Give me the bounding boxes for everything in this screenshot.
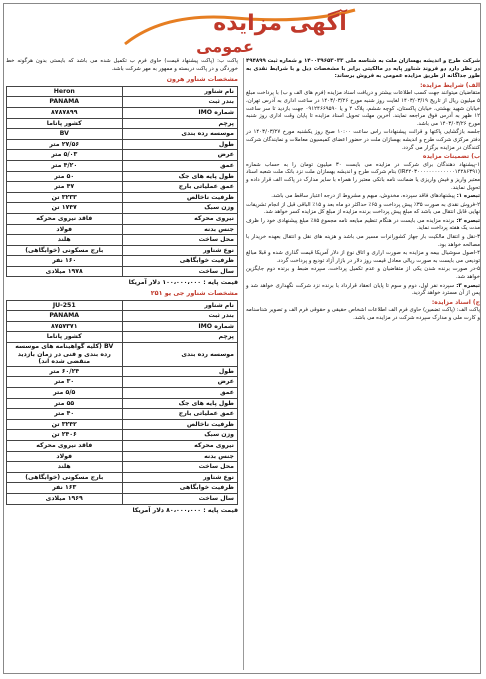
note-2 bbox=[246, 218, 480, 233]
paragraph-2: جلسه بازگشایی پاکتها و قرائت پیشنهادات راس ساعت ۱۰:۰۰ صبح روز یکشنبه مورخ ۱۴۰۳/۰۳/۲۷ در دفتر مرکزی شرکت طرح و اندیشه بهسازان ملت در حضور اعضای کمیسیون معاملات و نمایندگان شرکت کنندگان در مزایده برگزار می گردد. bbox=[246, 129, 481, 151]
paragraph-9: پاکت ب: (پاکت پیشنهاد قیمت) حاوی فرم ب تکمیل شده می باشد که بایستی بدون هرگونه خط خوردگی و در پاکت دربسته و ممهور به مهر شرکت باشد. bbox=[6, 58, 238, 72]
table-row bbox=[7, 256, 238, 267]
spec-value: ۸۷۸۷۸۹۹ bbox=[7, 107, 123, 118]
note-1 bbox=[246, 193, 480, 201]
spec-label: نوع شناور bbox=[122, 245, 238, 256]
spec-label: وزن سبک bbox=[122, 430, 238, 441]
spec-label: محل ساخت bbox=[122, 235, 238, 246]
table-row bbox=[7, 107, 238, 118]
spec-value: ۱۹۶۹ میلادی bbox=[7, 493, 123, 504]
spec-value: بارج مسکونی (خوابگاهی) bbox=[7, 472, 123, 483]
paragraph-4: ۲-فروش نقدی به صورت ۳۵٪ پیش پرداخت و ۶۵٪ حداکثر دو ماه بعد و ۱۵٪ الباقی قبل از انجام تشریفات نهایی قابل انتقال می باشد که مبلغ پیش پرداخت برنده مزایده از مبلغ کل مزایده کسر خواهد شد. bbox=[246, 201, 480, 216]
spec-value: ۸۷۵۷۳۷۱ bbox=[7, 321, 123, 332]
spec-value: فاقد نیروی محرکه bbox=[7, 440, 123, 451]
spec-label: عرض bbox=[122, 150, 238, 161]
paragraph-3: ۱-پیشنهاد دهندگان برای شرکت در مزایده می بایست ۳۰ میلیون تومان را به حساب شماره (IR۴۲۰۳۰۰۰۰۰۰۰۰۰۰۰۰۰۱۴۲۸۶۳۹۱) بنام شرکت طرح و اندیشه بهسازان ملت نزد بانک ملت شعبه اسناد معتبر واریز و فیش واریزی یا ضمانت نامه بانکی معتبر را همراه با سایر مدارک در پاکت الف قرار داده و تحویل نمایند. bbox=[246, 161, 481, 191]
spec-value: Heron bbox=[7, 86, 123, 97]
table-row bbox=[7, 245, 238, 256]
spec-value: BV bbox=[7, 129, 123, 140]
vessel-2-table bbox=[6, 300, 238, 505]
table-row bbox=[7, 343, 238, 367]
table-row bbox=[7, 266, 238, 277]
note-2-label: تبصره ۲: bbox=[456, 217, 480, 224]
spec-label: ظرفیت ناخالص bbox=[122, 419, 238, 430]
table-row bbox=[7, 182, 238, 193]
spec-label: نام شناور bbox=[122, 300, 238, 311]
spec-label: ظرفیت ناخالص bbox=[122, 192, 238, 203]
table-row bbox=[7, 300, 238, 311]
spec-value: ۶۰/۲۴ متر bbox=[7, 366, 123, 377]
spec-label: طول پایه های جک bbox=[122, 398, 238, 409]
spec-value: ۴۰ متر bbox=[7, 409, 123, 420]
table-row bbox=[7, 377, 238, 388]
table-row bbox=[7, 192, 238, 203]
spec-label: نیروی محرکه bbox=[122, 213, 238, 224]
spec-value: ۱۶۰ نفر bbox=[7, 256, 123, 267]
conditions-column bbox=[246, 58, 480, 324]
section-c-heading: ج) اسناد مزایده: bbox=[431, 298, 480, 306]
spec-label: ظرفیت خوابگاهی bbox=[122, 483, 238, 494]
spec-label: شماره IMO bbox=[122, 321, 238, 332]
spec-label: سال ساخت bbox=[122, 266, 238, 277]
spec-label: نوع شناور bbox=[122, 472, 238, 483]
table-row bbox=[7, 332, 238, 343]
column-divider bbox=[243, 58, 244, 670]
spec-value: BV (کلیه گواهینامه های موسسه رده بندی و فنی در زمان بازدید منقضی شده اند) bbox=[7, 343, 123, 367]
spec-value: ۲۴۰۶ تن bbox=[7, 430, 123, 441]
spec-label: شماره IMO bbox=[122, 107, 238, 118]
spec-value: ۵۰ متر bbox=[7, 171, 123, 182]
vessels-column bbox=[6, 58, 238, 517]
table-row bbox=[7, 171, 238, 182]
table-row bbox=[7, 409, 238, 420]
table-row bbox=[7, 129, 238, 140]
spec-label: سال ساخت bbox=[122, 493, 238, 504]
spec-value: ۱۷۴۷ تن bbox=[7, 203, 123, 214]
spec-label: موسسه رده بندی bbox=[122, 129, 238, 140]
spec-label: طول bbox=[122, 366, 238, 377]
table-row bbox=[7, 366, 238, 377]
announcement-banner bbox=[105, 4, 375, 56]
spec-value: JU-251 bbox=[7, 300, 123, 311]
spec-label: پرچم bbox=[122, 118, 238, 129]
paragraph-6: ۴-اصول سوشیال بیمه و مزایده به صورت اراری و اتاق نوع از دلار آمریکا قیمت گذاری شده و قبلا مبالغ تودیعی می بایست به صورت ریالی معادل قیمت روز دلار در بازار آزاد تودیع و پرداخت گردد. bbox=[246, 250, 480, 264]
table-row bbox=[7, 440, 238, 451]
table-row bbox=[7, 472, 238, 483]
paragraph-1: متقاضیان میتوانند جهت کسب اطلاعات بیشتر و دریافت اسناد مزایده (فرم های الف و ب) با پرداخت مبلغ ۵ میلیون ریال از تاریخ ۱۴۰۳/۰۳/۱۹ لغایت روز شنبه مورخ ۱۴۰۳/۰۳/۲۶ در ساعت اداری به آدرس تهران، خیابان شهید بهشتی، خیابان پاکستان، کوچه ششم، پلاک ۲ و یا ۰۹۱۲۴۶۶۹۵۹۰ جهت بازدید تا سر ساعت ۱۲ ظهر به آدرس فوق مراجعه نمایند. آخرین مهلت تحویل اسناد مزایده تا پایان وقت اداری روز شنبه مورخ ۱۴۰۳/۰۳/۲۶ می باشد. bbox=[246, 90, 481, 127]
paragraph-8: پاکت الف: (پاکت تضمین) حاوی فرم الف اطلاعات اشخاص حقیقی و حقوقی فرم الف و تصویر شناسنامه و کارت ملی و مدارک سپرده شرکت در مزایده می باشد. bbox=[246, 307, 480, 321]
spec-value: کشور پاناما bbox=[7, 332, 123, 343]
table-row bbox=[7, 86, 238, 97]
table-row bbox=[7, 139, 238, 150]
banner-graphic bbox=[105, 4, 375, 56]
vessel-2-price: قیمت پایه : ۸۰،۰۰۰،۰۰۰ دلار آمریکا bbox=[132, 506, 238, 514]
spec-value: ۱۹۷۸ میلادی bbox=[7, 266, 123, 277]
table-row bbox=[7, 203, 238, 214]
table-row bbox=[7, 97, 238, 108]
intro-text: شرکت طرح و اندیشه بهسازان ملت به شناسه ملی ۱۴۰۰۳۹۶۵۳۰۳۳ و شماره ثبت ۴۹۴۸۹۹ در نظر دارد دو فروند شناور پایه در مالکیتی برابر با مشخصات ذیل و با شرایط نقدی به طور جداگانه از طریق مزایده عمومی به فروش برساند: bbox=[246, 58, 480, 80]
table-row bbox=[7, 213, 238, 224]
spec-label: بندر ثبت bbox=[122, 97, 238, 108]
spec-value: ۳۲۴۲ تن bbox=[7, 419, 123, 430]
spec-label: عمق bbox=[122, 160, 238, 171]
note-3 bbox=[246, 283, 480, 298]
table-row bbox=[7, 398, 238, 409]
spec-value: ۴۷ متر bbox=[7, 182, 123, 193]
spec-label: پرچم bbox=[122, 332, 238, 343]
spec-value: فولاد bbox=[7, 451, 123, 462]
spec-label: نام شناور bbox=[122, 86, 238, 97]
table-row bbox=[7, 150, 238, 161]
spec-value: ۲۷/۵۶ متر bbox=[7, 139, 123, 150]
spec-label: موسسه رده بندی bbox=[122, 343, 238, 367]
spec-value: ۵۵ متر bbox=[7, 398, 123, 409]
spec-value: هلند bbox=[7, 462, 123, 473]
table-row bbox=[7, 118, 238, 129]
spec-value: PANAMA bbox=[7, 97, 123, 108]
vessel-2-title: مشخصات شناور جی یو ۲۵۱ bbox=[150, 289, 238, 298]
paragraph-5: ۳-نقل و انتقال مالکیت بار جهاز کشورانرات مسیر می باشد و هزینه های نقل و انتقال بعهده خریدار با مصالحه خواهد بود. bbox=[246, 234, 480, 248]
spec-label: محل ساخت bbox=[122, 462, 238, 473]
paragraph-7: ۵-در صورت برنده شدن یکی از متقاضیان و عدم تکمیل پرداخت، سپرده ضبط و برنده دوم جایگزین خواهد شد. bbox=[246, 266, 480, 281]
spec-label: طول bbox=[122, 139, 238, 150]
spec-value: ۴/۲۰ متر bbox=[7, 160, 123, 171]
note-1-label: تبصره ۱: bbox=[456, 193, 480, 200]
section-b-heading: ب) تضمینات مزایده bbox=[422, 153, 480, 161]
vessel-1-price: قیمت پایه : ۱۰۰،۰۰۰،۰۰۰ دلار آمریکا bbox=[128, 279, 238, 287]
table-row bbox=[7, 493, 238, 504]
note-1-text: پیشنهادهای فاقد سپرده، مخدوش، مبهم و مشروط از درجه اعتبار ساقط می باشد. bbox=[271, 193, 455, 200]
spec-value: بارج مسکونی (خوابگاهی) bbox=[7, 245, 123, 256]
section-a-heading: الف) شرایط مزایده: bbox=[420, 81, 480, 89]
spec-value: کشور پاناما bbox=[7, 118, 123, 129]
spec-label: عمق عملیاتی بارج bbox=[122, 409, 238, 420]
table-row bbox=[7, 311, 238, 322]
spec-label: عرض bbox=[122, 377, 238, 388]
table-row bbox=[7, 483, 238, 494]
note-3-label: تبصره ۳: bbox=[456, 282, 480, 289]
spec-value: PANAMA bbox=[7, 311, 123, 322]
spec-value: هلند bbox=[7, 235, 123, 246]
note-2-text: برنده مزایده می بایست در هنگام تنظیم مبایعه نامه مجموع ۸۵٪ مبلغ پیشنهادی خود را ظرف مدت یک هفته پرداخت نماید. bbox=[246, 217, 480, 232]
spec-label: عمق عملیاتی بارج bbox=[122, 182, 238, 193]
spec-label: ظرفیت خوابگاهی bbox=[122, 256, 238, 267]
table-row bbox=[7, 224, 238, 235]
table-row bbox=[7, 462, 238, 473]
table-row bbox=[7, 430, 238, 441]
spec-label: جنس بدنه bbox=[122, 224, 238, 235]
spec-label: عمق bbox=[122, 388, 238, 399]
table-row bbox=[7, 388, 238, 399]
table-row bbox=[7, 419, 238, 430]
vessel-1-title: مشخصات شناور هرون bbox=[166, 75, 238, 84]
spec-value: ۳۰ متر bbox=[7, 377, 123, 388]
spec-value: فولاد bbox=[7, 224, 123, 235]
spec-value: ۵/۰۳ متر bbox=[7, 150, 123, 161]
spec-label: بندر ثبت bbox=[122, 311, 238, 322]
spec-label: نیروی محرکه bbox=[122, 440, 238, 451]
vessel-1-table bbox=[6, 86, 238, 278]
spec-value: ۱۶۳ نفر bbox=[7, 483, 123, 494]
table-row bbox=[7, 235, 238, 246]
table-row bbox=[7, 321, 238, 332]
table-row bbox=[7, 451, 238, 462]
spec-value: ۳۲۳۳ تن bbox=[7, 192, 123, 203]
banner-title: آگهی مزایده bbox=[213, 11, 347, 36]
spec-label: وزن سبک bbox=[122, 203, 238, 214]
spec-value: ۵/۵ متر bbox=[7, 388, 123, 399]
spec-label: طول پایه های جک bbox=[122, 171, 238, 182]
banner-subtitle: عمومی bbox=[196, 37, 254, 56]
spec-label: جنس بدنه bbox=[122, 451, 238, 462]
spec-value: فاقد نیروی محرکه bbox=[7, 213, 123, 224]
note-3-text: سپرده نفر اول، دوم و سوم تا پایان انعقاد قرارداد با برنده نزد شرکت نگهداری خواهد شد و پس از آن مسترد خواهد گردید. bbox=[246, 282, 480, 297]
table-row bbox=[7, 160, 238, 171]
